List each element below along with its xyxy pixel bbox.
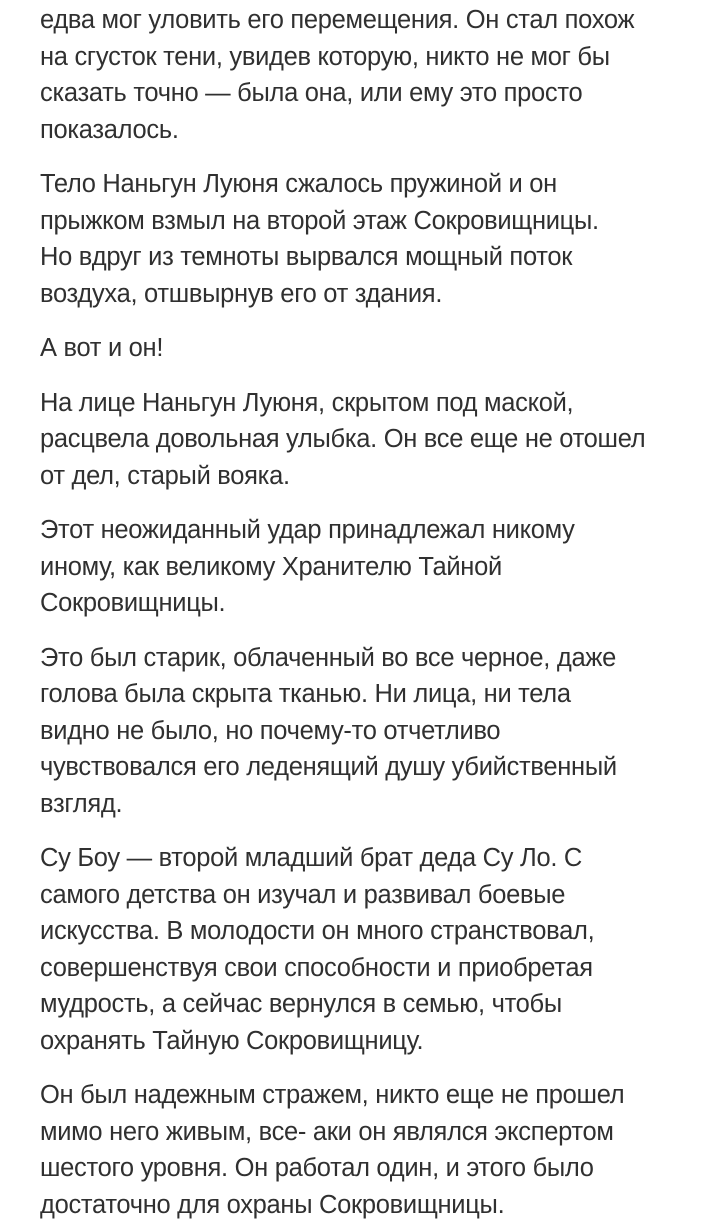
text-line: голова была скрыта тканью. Ни лица, ни тела (40, 680, 571, 708)
text-line: достаточно для охраны Сокровищницы. (40, 1190, 505, 1219)
text-line: иному, как великому Хранителю Тайной (40, 552, 502, 581)
text-line: совершенствуя свои способности и приобретая (40, 953, 593, 982)
text-line: Он был надежным стражем, никто еще не прошел (40, 1081, 625, 1109)
text-line: чувствовался его леденящий душу убийственный (40, 753, 617, 781)
text-line: Сокровищницы. (40, 589, 226, 617)
text-line: расцвела довольная улыбка. Он все еще не отошел (40, 425, 646, 453)
text-line: Этот неожиданный удар принадлежал никому (40, 516, 575, 544)
text-line: мимо него живым, все- аки он являлся экспертом (40, 1117, 614, 1146)
text-line: А вот и он! (40, 334, 164, 362)
paragraph (40, 840, 690, 1059)
text-line: Это был старик, облаченный во все черное, даже (40, 643, 616, 672)
paragraph (40, 2, 690, 148)
text-line: едва мог уловить его перемещения. Он стал похож (40, 6, 635, 34)
text-line: от дел, старый вояка. (40, 461, 290, 490)
text-line: Тело Наньгун Луюня сжалось пружиной и он (40, 170, 557, 198)
paragraph (40, 166, 690, 312)
paragraph (40, 385, 690, 495)
text-line: взгляд. (40, 789, 123, 818)
text-line: мудрость, а сейчас вернулся в семью, чтобы (40, 990, 562, 1018)
text-line: прыжком взмыл на второй этаж Сокровищницы. (40, 206, 599, 235)
text-line: видно не было, но почему-то отчетливо (40, 716, 501, 745)
text-line: искусства. В молодости он много странствовал, (40, 917, 595, 945)
text-line: охранять Тайную Сокровищницу. (40, 1026, 424, 1055)
text-line: Но вдруг из темноты вырвался мощный поток (40, 243, 573, 271)
text-line: Су Боу — второй младший брат деда Су Ло. С (40, 844, 583, 872)
paragraph (40, 640, 690, 823)
text-line: показалось. (40, 115, 179, 144)
paragraph (40, 330, 690, 367)
text-line: сказать точно — была она, или ему это просто (40, 79, 583, 107)
text-line: На лице Наньгун Луюня, скрытом под маской, (40, 388, 574, 417)
text-line: самого детства он изучал и развивал боевые (40, 880, 566, 909)
paragraph (40, 1077, 690, 1223)
text-line: шестого уровня. Он работал один, и этого было (40, 1154, 594, 1182)
text-line: на сгусток тени, увидев которую, никто не мог бы (40, 42, 610, 71)
paragraph (40, 512, 690, 622)
text-line: воздуха, отшвырнув его от здания. (40, 279, 443, 308)
